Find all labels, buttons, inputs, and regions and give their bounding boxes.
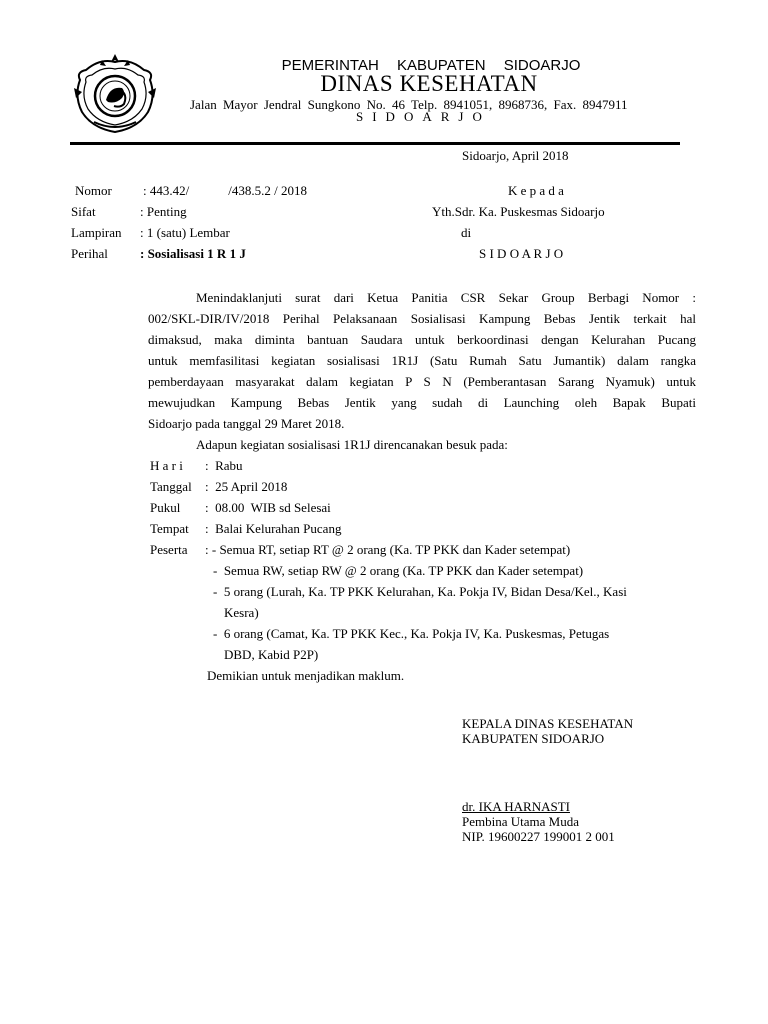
peserta-item: - 6 orang (Camat, Ka. TP PKK Kec., Ka. Pokja IV, Ka. Puskesmas, Petugas [213,626,610,641]
letterhead-city: SIDOARJO [356,109,491,124]
schedule-value-tempat: : Balai Kelurahan Pucang [205,521,342,536]
schedule-label-peserta: Peserta [150,542,188,557]
body-paragraph-line: 002/SKL-DIR/IV/2018 Perihal Pelaksanaan Sosialisasi Kampung Bebas Jentik terkait hal [148,311,696,326]
lampiran-label: Lampiran [71,225,122,240]
letterhead-agency-name: DINAS KESEHATAN [320,71,538,96]
body-paragraph-line: Menindaklanjuti surat dari Ketua Panitia CSR Sekar Group Berbagi Nomor : [196,290,696,305]
perihal-value: : Sosialisasi 1 R 1 J [140,246,246,261]
lampiran-value: : 1 (satu) Lembar [140,225,230,240]
body-paragraph-intro: Adapun kegiatan sosialisasi 1R1J direncanakan besuk pada: [196,437,508,452]
schedule-label-pukul: Pukul [150,500,181,515]
schedule-value-pukul: : 08.00 WIB sd Selesai [205,500,331,515]
schedule-value-tanggal: : 25 April 2018 [205,479,288,494]
body-paragraph-line: dimaksud, maka diminta bantuan Saudara untuk berkoordinasi dengan Kelurahan Pucang [148,332,696,347]
nomor-value: : 443.42/ /438.5.2 / 2018 [143,183,307,198]
recipient-yth: Yth.Sdr. Ka. Puskesmas Sidoarjo [432,204,605,219]
letterhead-government-line: PEMERINTAH KABUPATEN SIDOARJO [281,57,581,74]
recipient-city: S I D O A R J O [479,246,564,261]
letter-date: Sidoarjo, April 2018 [462,148,569,163]
body-paragraph-line: untuk memfasilitasi kegiatan sosialisasi 1R1J (Satu Rumah Satu Jumantik) dalam rangka [148,353,696,368]
peserta-item: - 5 orang (Lurah, Ka. TP PKK Kelurahan, Ka. Pokja IV, Bidan Desa/Kel., Kasi [213,584,627,599]
recipient-di: di [461,225,472,240]
signature-title-line1: KEPALA DINAS KESEHATAN [462,716,634,731]
body-paragraph-line: pemberdayaan masyarakat dalam kegiatan P S N (Pemberantasan Sarang Nyamuk) untuk [148,374,696,389]
letterhead-divider [70,142,680,145]
peserta-item-continued: Kesra) [224,605,259,620]
recipient-kepada: K e p a d a [508,183,564,198]
perihal-label: Perihal [71,246,108,261]
peserta-item: - Semua RW, setiap RW @ 2 orang (Ka. TP PKK dan Kader setempat) [213,563,584,578]
schedule-label-hari: H a r i [150,458,183,473]
letterhead-address: Jalan Mayor Jendral Sungkono No. 46 Telp. 8941051, 8968736, Fax. 8947911 [190,97,628,112]
schedule-value-hari: : Rabu [205,458,243,473]
body-paragraph-line: Sidoarjo pada tanggal 29 Maret 2018. [148,416,345,431]
signatory-nip: NIP. 19600227 199001 2 001 [462,829,615,844]
nomor-label: Nomor [75,183,112,198]
schedule-value-peserta: : - Semua RT, setiap RT @ 2 orang (Ka. TP PKK dan Kader setempat) [205,542,571,557]
schedule-label-tempat: Tempat [150,521,189,536]
signatory-name: dr. IKA HARNASTI [462,799,570,814]
signature-title-line2: KABUPATEN SIDOARJO [462,731,605,746]
schedule-label-tanggal: Tanggal [150,479,192,494]
closing-sentence: Demikian untuk menjadikan maklum. [207,668,405,683]
peserta-item-continued: DBD, Kabid P2P) [224,647,319,662]
sifat-label: Sifat [71,204,96,219]
signatory-rank: Pembina Utama Muda [462,814,579,829]
body-paragraph-line: mewujudkan Kampung Bebas Jentik yang sudah di Launching oleh Bapak Bupati [148,395,696,410]
sifat-value: : Penting [140,204,187,219]
